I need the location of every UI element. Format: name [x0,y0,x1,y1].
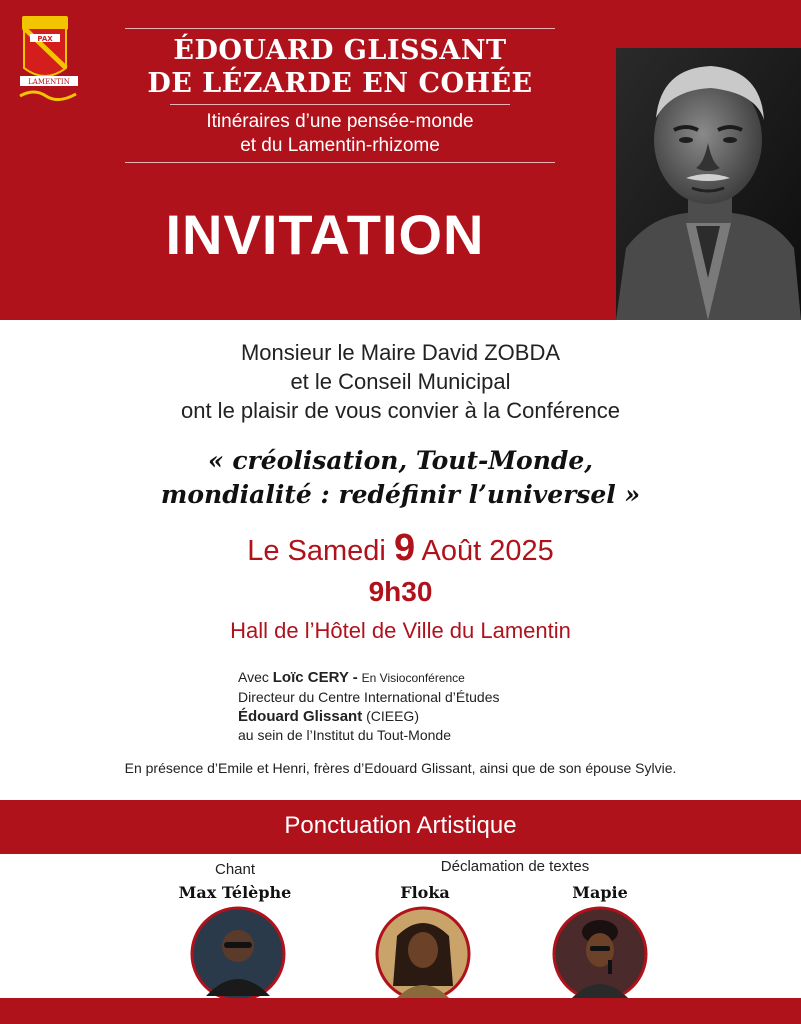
speaker-role-line-1: Directeur du Centre International d’Études [238,689,500,705]
event-date [0,527,801,569]
speaker-name: Loïc CERY [272,669,349,686]
city-crest-icon [16,10,82,110]
title-mid-rule [170,104,510,105]
subtitle-line-1: Itinéraires d’une pensée-monde [206,111,474,132]
title-line-1: ÉDOUARD GLISSANT [173,35,507,66]
date-prefix: Le Samedi [247,535,386,567]
speaker-avec: Avec [238,669,269,685]
speaker-mode: En Visioconférence [361,671,465,685]
title-line-2: DE LÉZARDE EN COHÉE [147,68,533,99]
performer-photo-icon [190,906,286,1002]
subtitle [125,110,555,158]
performer-name-1: Max Télèphe [178,883,292,902]
logo-city-text: LAMENTIN [28,78,70,86]
artistic-title: Ponctuation Artistique [284,812,517,839]
subtitle-line-2: et du Lamentin-rhizome [240,135,440,156]
performer-name-3: Mapie [572,883,628,902]
speaker-role-name: Édouard Glissant [238,708,363,725]
speaker-role-abbrev: (CIEEG) [366,708,419,724]
subtitle-bottom-rule [125,162,555,163]
declamation-label: Déclamation de textes [440,858,590,875]
speaker-role-line-3: au sein de l’Institut du Tout-Monde [238,727,451,743]
host-line-3: ont le plaisir de vous convier à la Conférence [180,398,621,423]
conference-title [0,444,801,512]
title-top-rule [125,28,555,29]
date-day: 9 [393,527,416,569]
conference-title-line-2: mondialité : redéfinir l’universel » [160,480,641,509]
speaker-info [238,668,638,745]
host-line-1: Monsieur le Maire David ZOBDA [240,340,561,365]
event-venue: Hall de l’Hôtel de Ville du Lamentin [230,618,571,643]
speaker-line [238,668,638,688]
host-invitation-text [0,338,801,425]
invitation-heading: INVITATION [165,203,485,266]
performer-photo-icon [375,906,471,1002]
logo-top-text: PAX [37,35,53,43]
header-banner [0,0,801,320]
bottom-bar [0,998,801,1024]
presence-note: En présence d’Emile et Henri, frères d’Edouard Glissant, ainsi que de son épouse Sylvie. [124,760,677,776]
date-suffix: Août 2025 [421,535,554,567]
artistic-band [0,800,801,854]
conference-title-line-1: « créolisation, Tout-Monde, [208,446,593,475]
performer-photo-icon [552,906,648,1002]
speaker-dash: - [352,669,358,686]
performer-name-2: Floka [400,883,450,902]
portrait-photo-icon [616,48,801,320]
speaker-role-line-2 [238,707,638,726]
host-line-2: et le Conseil Municipal [290,369,511,394]
chant-label: Chant [214,861,256,878]
page-title [125,34,555,100]
event-time: 9h30 [368,576,433,607]
